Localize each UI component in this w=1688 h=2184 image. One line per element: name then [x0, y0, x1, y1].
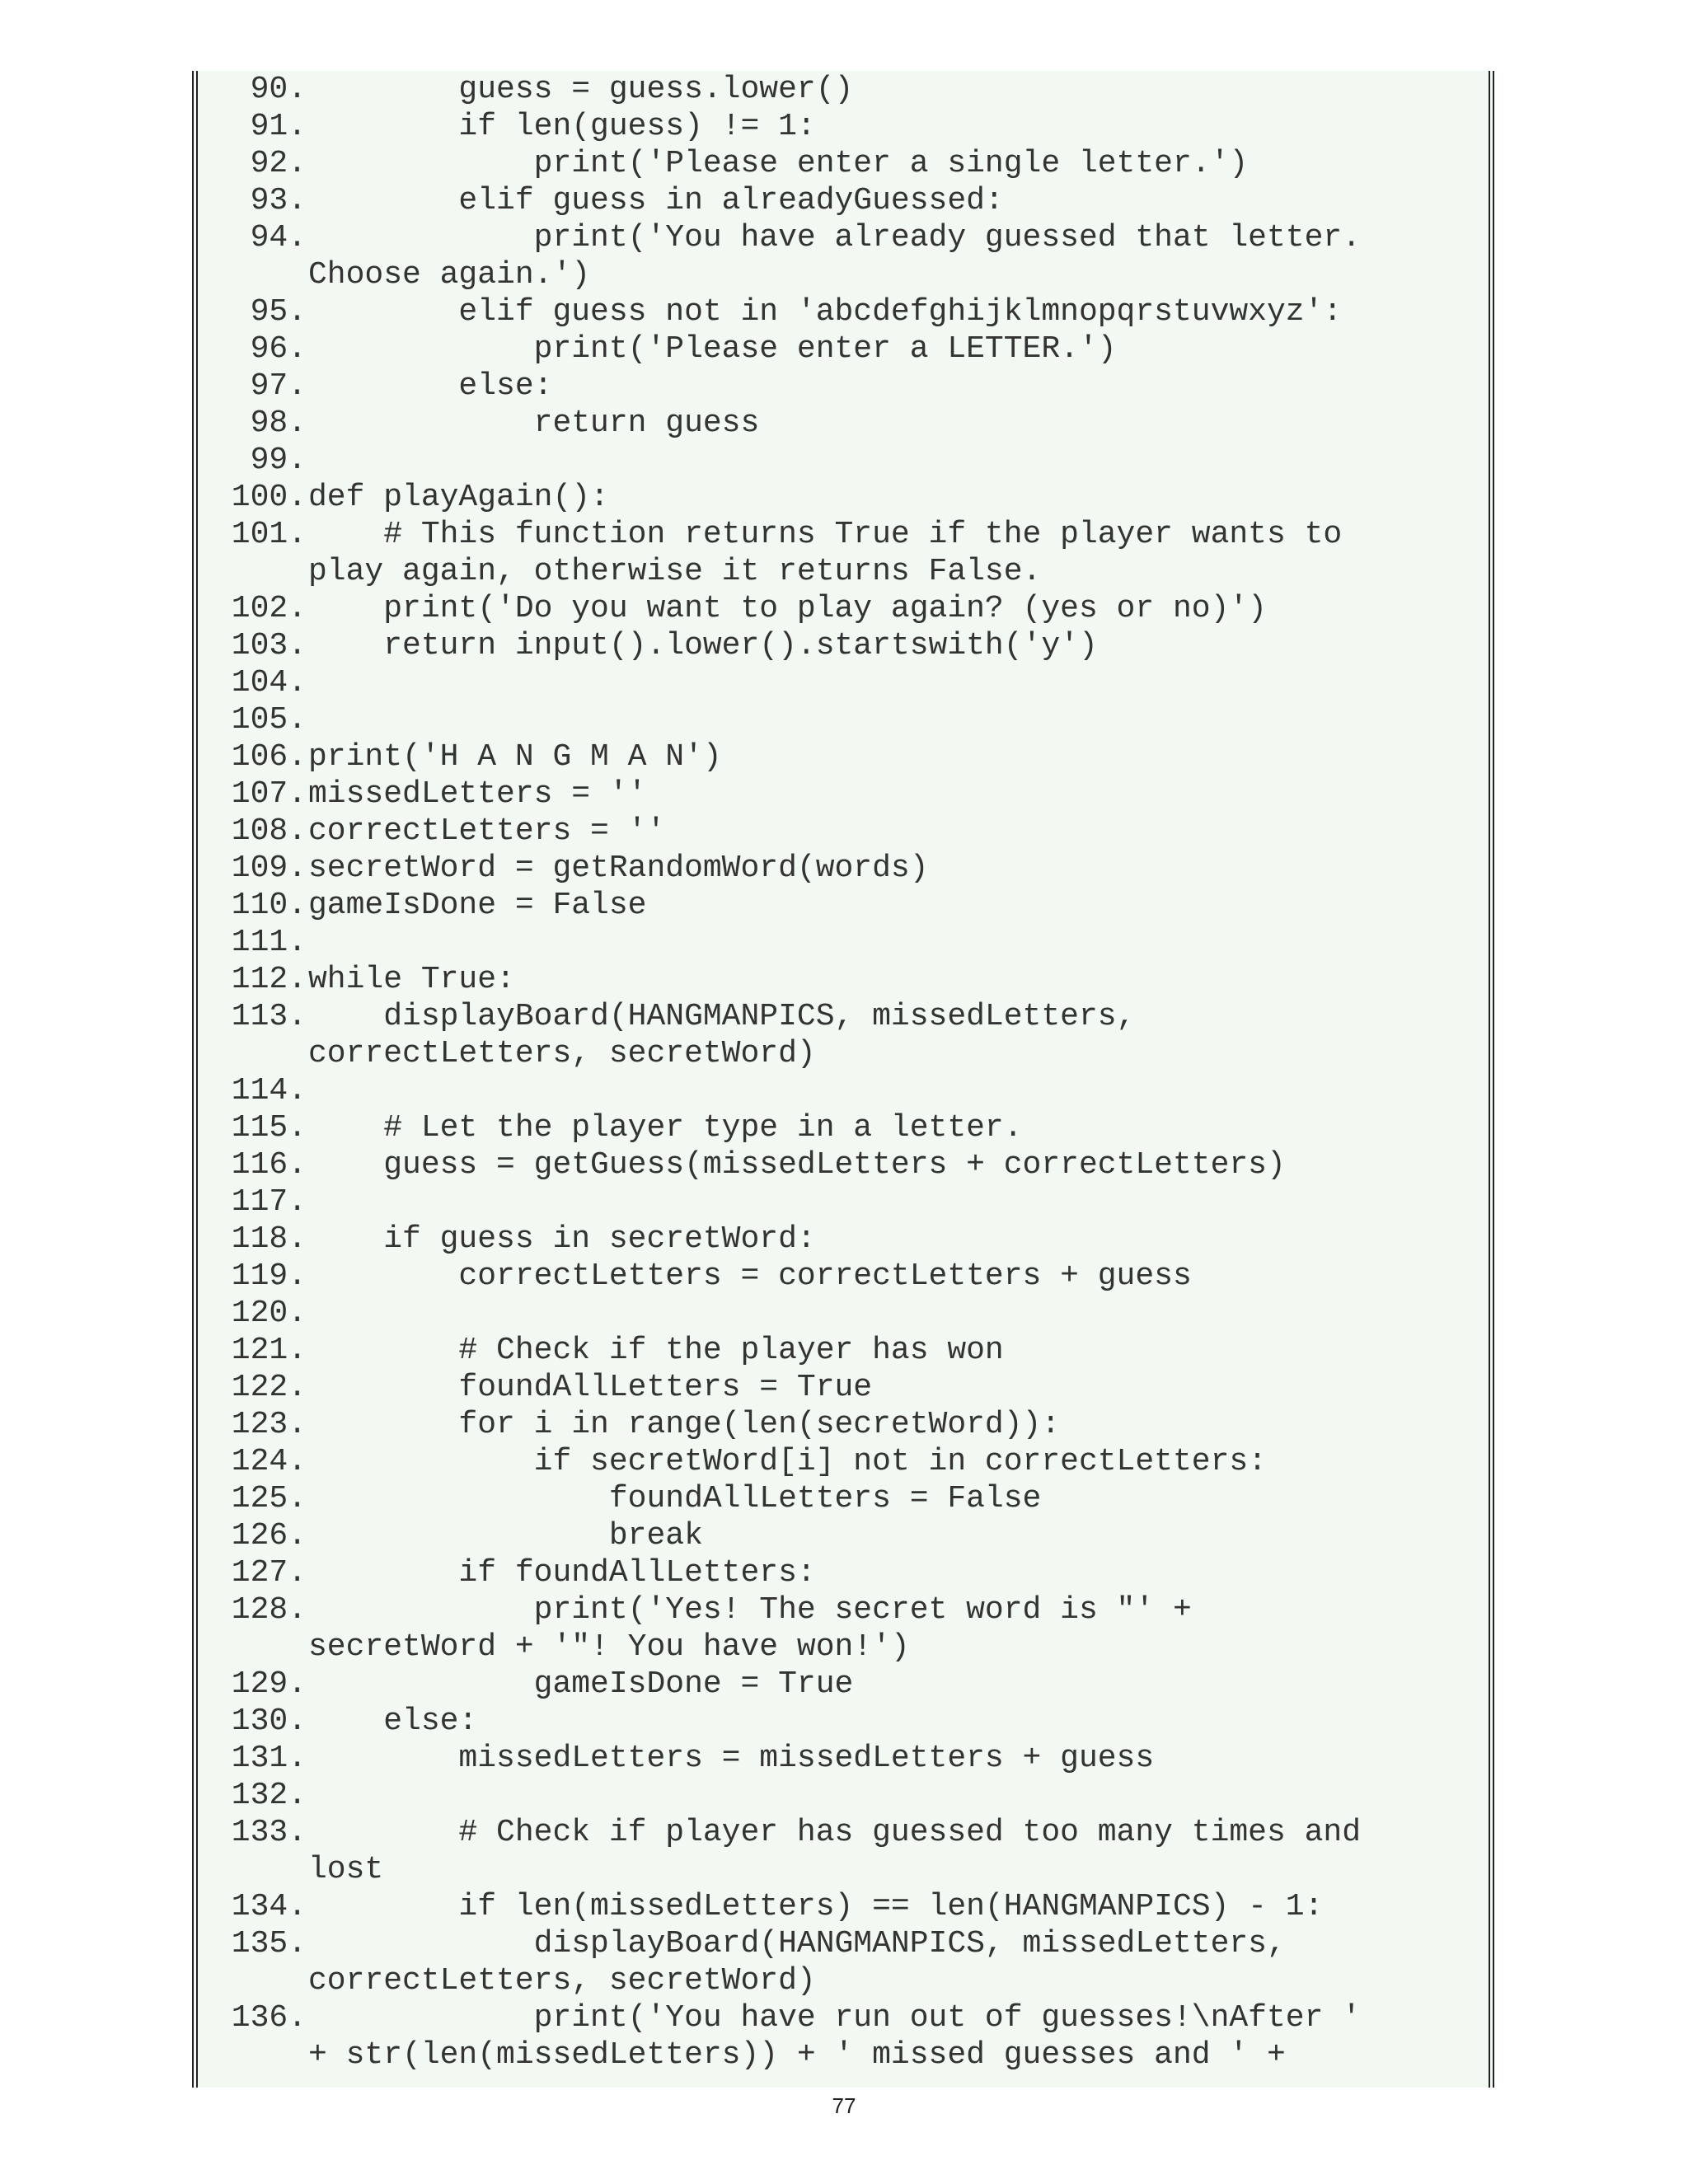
code-line	[198, 2036, 1489, 2074]
line-number: 117.	[231, 1184, 307, 1220]
line-number: 93.	[250, 183, 307, 218]
line-number: 120.	[231, 1296, 307, 1331]
code-line	[198, 627, 1489, 664]
code-line	[198, 1035, 1489, 1072]
line-code: else:	[308, 1704, 478, 1739]
line-code: print('You have run out of guesses!\nAfter '	[308, 2000, 1362, 2036]
line-code: displayBoard(HANGMANPICS, missedLetters,	[308, 999, 1136, 1034]
code-line	[198, 998, 1489, 1035]
line-code: # Check if player has guessed too many times and	[308, 1815, 1362, 1850]
line-code: while True:	[308, 962, 515, 997]
page-number: 77	[832, 2093, 856, 2118]
code-line	[198, 1183, 1489, 1221]
code-line	[198, 182, 1489, 219]
line-code: print('You have already guessed that letter.	[308, 220, 1362, 255]
line-code: gameIsDone = False	[308, 888, 647, 923]
line-code: missedLetters = missedLetters + guess	[308, 1741, 1155, 1776]
code-line	[198, 1221, 1489, 1258]
line-number: 97.	[250, 368, 307, 404]
code-line	[198, 1443, 1489, 1480]
code-listing	[192, 71, 1494, 2088]
line-code: def playAgain():	[308, 480, 609, 515]
line-number: 121.	[231, 1333, 307, 1368]
line-code: if len(missedLetters) == len(HANGMANPICS) - 1:	[308, 1889, 1324, 1924]
line-code: return guess	[308, 405, 760, 441]
line-code: secretWord = getRandomWord(words)	[308, 851, 929, 886]
line-code: correctLetters, secretWord)	[308, 1963, 816, 1999]
line-code: if foundAllLetters:	[308, 1555, 816, 1591]
line-number: 133.	[231, 1815, 307, 1850]
code-line	[198, 850, 1489, 887]
code-line	[198, 330, 1489, 368]
line-code: print('Please enter a LETTER.')	[308, 331, 1117, 367]
line-code: elif guess not in 'abcdefghijklmnopqrstuvwxyz':	[308, 294, 1343, 330]
line-code: else:	[308, 368, 553, 404]
line-number: 92.	[250, 146, 307, 181]
code-line	[198, 1888, 1489, 1925]
line-code: for i in range(len(secretWord)):	[308, 1407, 1061, 1442]
line-number: 128.	[231, 1592, 307, 1628]
line-number: 107.	[231, 776, 307, 812]
code-line	[198, 701, 1489, 738]
code-line	[198, 405, 1489, 442]
line-code: print('Do you want to play again? (yes or no)')	[308, 591, 1267, 626]
line-number: 126.	[231, 1518, 307, 1554]
line-code: play again, otherwise it returns False.	[308, 554, 1042, 589]
line-number: 105.	[231, 702, 307, 738]
line-code: if guess in secretWord:	[308, 1221, 816, 1257]
code-line	[198, 1740, 1489, 1777]
line-code: return input().lower().startswith('y')	[308, 628, 1098, 663]
line-number: 130.	[231, 1704, 307, 1739]
code-line	[198, 1480, 1489, 1517]
line-number: 106.	[231, 739, 307, 775]
line-number: 135.	[231, 1926, 307, 1961]
code-line	[198, 1666, 1489, 1703]
line-number: 96.	[250, 331, 307, 367]
line-number: 91.	[250, 109, 307, 144]
line-code: print('Please enter a single letter.')	[308, 146, 1249, 181]
code-line	[198, 368, 1489, 405]
line-number: 111.	[231, 925, 307, 960]
line-code: missedLetters = ''	[308, 776, 647, 812]
line-number: 109.	[231, 851, 307, 886]
line-number: 115.	[231, 1110, 307, 1146]
line-number: 127.	[231, 1555, 307, 1591]
code-line	[198, 738, 1489, 776]
line-code: foundAllLetters = False	[308, 1481, 1042, 1516]
line-number: 113.	[231, 999, 307, 1034]
line-number: 125.	[231, 1481, 307, 1516]
code-line	[198, 1146, 1489, 1183]
code-line	[198, 1258, 1489, 1295]
line-number: 129.	[231, 1666, 307, 1702]
code-line	[198, 1369, 1489, 1406]
line-number: 110.	[231, 888, 307, 923]
line-number: 95.	[250, 294, 307, 330]
code-line	[198, 293, 1489, 330]
code-line	[198, 71, 1489, 108]
line-code: print('H A N G M A N')	[308, 739, 722, 775]
line-number: 103.	[231, 628, 307, 663]
code-line	[198, 1814, 1489, 1851]
code-line	[198, 1777, 1489, 1814]
code-line	[198, 1517, 1489, 1554]
line-code: correctLetters, secretWord)	[308, 1036, 816, 1071]
code-line	[198, 442, 1489, 479]
line-code: displayBoard(HANGMANPICS, missedLetters,	[308, 1926, 1286, 1961]
line-code: if len(guess) != 1:	[308, 109, 816, 144]
line-number: 108.	[231, 813, 307, 849]
line-number: 94.	[250, 220, 307, 255]
line-code: # This function returns True if the player wants to	[308, 517, 1343, 552]
line-code: guess = guess.lower()	[308, 72, 854, 107]
code-line	[198, 664, 1489, 701]
code-line	[198, 553, 1489, 590]
code-line	[198, 813, 1489, 850]
line-number: 123.	[231, 1407, 307, 1442]
line-number: 102.	[231, 591, 307, 626]
code-line	[198, 1999, 1489, 2036]
line-number: 104.	[231, 665, 307, 701]
line-code: Choose again.')	[308, 257, 591, 293]
line-number: 112.	[231, 962, 307, 997]
line-number: 114.	[231, 1073, 307, 1108]
line-number: 119.	[231, 1258, 307, 1294]
line-code: print('Yes! The secret word is "' +	[308, 1592, 1192, 1628]
code-line	[198, 108, 1489, 145]
code-line	[198, 887, 1489, 924]
code-line	[198, 1629, 1489, 1666]
code-line	[198, 1962, 1489, 1999]
code-line	[198, 776, 1489, 813]
code-line	[198, 1554, 1489, 1591]
code-line	[198, 1406, 1489, 1443]
code-line	[198, 1925, 1489, 1962]
code-line	[198, 1109, 1489, 1146]
line-number: 90.	[250, 72, 307, 107]
code-line	[198, 590, 1489, 627]
line-code: lost	[308, 1852, 384, 1887]
code-line	[198, 961, 1489, 998]
code-line	[198, 145, 1489, 182]
line-code: secretWord + '"! You have won!')	[308, 1629, 910, 1665]
line-number: 124.	[231, 1444, 307, 1479]
line-number: 101.	[231, 517, 307, 552]
line-number: 118.	[231, 1221, 307, 1257]
line-code: correctLetters = correctLetters + guess	[308, 1258, 1192, 1294]
line-code: correctLetters = ''	[308, 813, 666, 849]
line-code: # Let the player type in a letter.	[308, 1110, 1023, 1146]
code-line	[198, 479, 1489, 516]
code-line	[198, 1703, 1489, 1740]
line-number: 136.	[231, 2000, 307, 2036]
line-code: guess = getGuess(missedLetters + correctLetters)	[308, 1147, 1286, 1183]
line-code: break	[308, 1518, 703, 1554]
code-line	[198, 924, 1489, 961]
code-line	[198, 1072, 1489, 1109]
code-line	[198, 1851, 1489, 1888]
line-code: if secretWord[i] not in correctLetters:	[308, 1444, 1267, 1479]
code-line	[198, 256, 1489, 293]
line-code: + str(len(missedLetters)) + ' missed guesses and ' +	[308, 2037, 1286, 2073]
line-number: 134.	[231, 1889, 307, 1924]
code-line	[198, 1591, 1489, 1629]
line-number: 116.	[231, 1147, 307, 1183]
line-number: 100.	[231, 480, 307, 515]
line-number: 122.	[231, 1370, 307, 1405]
line-number: 132.	[231, 1778, 307, 1813]
line-number: 98.	[250, 405, 307, 441]
code-line	[198, 1332, 1489, 1369]
line-code: elif guess in alreadyGuessed:	[308, 183, 1004, 218]
line-number: 99.	[250, 443, 307, 478]
line-code: gameIsDone = True	[308, 1666, 854, 1702]
code-line	[198, 219, 1489, 256]
line-number: 131.	[231, 1741, 307, 1776]
code-line	[198, 516, 1489, 553]
line-code: # Check if the player has won	[308, 1333, 1004, 1368]
line-code: foundAllLetters = True	[308, 1370, 873, 1405]
code-line	[198, 1295, 1489, 1332]
